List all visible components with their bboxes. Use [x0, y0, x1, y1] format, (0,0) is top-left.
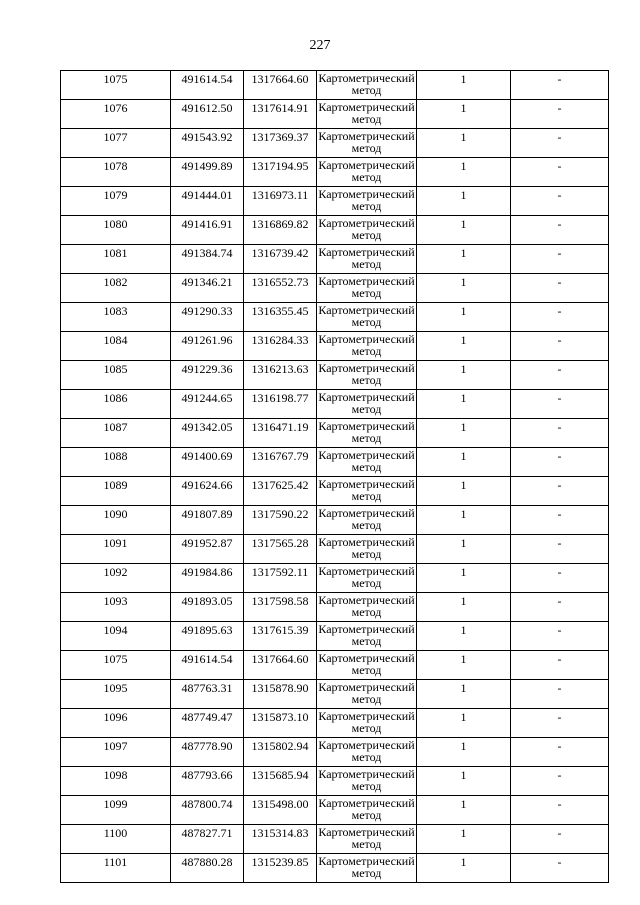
- method-text: Картометрический метод: [318, 71, 415, 97]
- accuracy-cell: 1: [417, 332, 511, 361]
- point-number-cell: 1093: [61, 593, 171, 622]
- note-cell: -: [511, 390, 609, 419]
- method-cell: [317, 390, 417, 419]
- point-number-cell: 1092: [61, 564, 171, 593]
- method-cell: [317, 564, 417, 593]
- x-coordinate-cell: 491384.74: [171, 245, 244, 274]
- table-row: [61, 100, 609, 129]
- table-row: [61, 854, 609, 883]
- y-coordinate-cell: 1317664.60: [244, 651, 317, 680]
- table-row: [61, 796, 609, 825]
- accuracy-cell: 1: [417, 767, 511, 796]
- accuracy-cell: 1: [417, 100, 511, 129]
- y-coordinate-cell: 1315878.90: [244, 680, 317, 709]
- table-row: [61, 506, 609, 535]
- method-text: Картометрический метод: [318, 158, 415, 184]
- note-cell: -: [511, 622, 609, 651]
- method-text: Картометрический метод: [318, 738, 415, 764]
- x-coordinate-cell: 491895.63: [171, 622, 244, 651]
- y-coordinate-cell: 1315239.85: [244, 854, 317, 883]
- x-coordinate-cell: 491400.69: [171, 448, 244, 477]
- method-text: Картометрический метод: [318, 622, 415, 648]
- method-cell: [317, 622, 417, 651]
- method-text: Картометрический метод: [318, 709, 415, 735]
- method-cell: [317, 796, 417, 825]
- method-cell: [317, 100, 417, 129]
- point-number-cell: 1101: [61, 854, 171, 883]
- accuracy-cell: 1: [417, 274, 511, 303]
- method-text: Картометрический метод: [318, 216, 415, 242]
- y-coordinate-cell: 1315498.00: [244, 796, 317, 825]
- note-cell: -: [511, 245, 609, 274]
- method-cell: [317, 651, 417, 680]
- accuracy-cell: 1: [417, 593, 511, 622]
- method-text: Картометрический метод: [318, 477, 415, 503]
- point-number-cell: 1083: [61, 303, 171, 332]
- method-cell: [317, 680, 417, 709]
- y-coordinate-cell: 1316767.79: [244, 448, 317, 477]
- point-number-cell: 1076: [61, 100, 171, 129]
- method-text: Картометрический метод: [318, 651, 415, 677]
- accuracy-cell: 1: [417, 854, 511, 883]
- x-coordinate-cell: 491614.54: [171, 651, 244, 680]
- accuracy-cell: 1: [417, 187, 511, 216]
- point-number-cell: 1079: [61, 187, 171, 216]
- accuracy-cell: 1: [417, 158, 511, 187]
- point-number-cell: 1075: [61, 651, 171, 680]
- table-row: [61, 245, 609, 274]
- note-cell: -: [511, 216, 609, 245]
- y-coordinate-cell: 1316552.73: [244, 274, 317, 303]
- note-cell: -: [511, 651, 609, 680]
- point-number-cell: 1098: [61, 767, 171, 796]
- method-text: Картометрический метод: [318, 332, 415, 358]
- accuracy-cell: 1: [417, 216, 511, 245]
- note-cell: -: [511, 274, 609, 303]
- note-cell: -: [511, 71, 609, 100]
- note-cell: -: [511, 825, 609, 854]
- x-coordinate-cell: 491612.50: [171, 100, 244, 129]
- y-coordinate-cell: 1316869.82: [244, 216, 317, 245]
- method-cell: [317, 303, 417, 332]
- point-number-cell: 1096: [61, 709, 171, 738]
- table-row: [61, 448, 609, 477]
- accuracy-cell: 1: [417, 303, 511, 332]
- table-row: [61, 651, 609, 680]
- table-body: [61, 71, 609, 883]
- method-cell: [317, 448, 417, 477]
- note-cell: -: [511, 854, 609, 883]
- y-coordinate-cell: 1317592.11: [244, 564, 317, 593]
- x-coordinate-cell: 491342.05: [171, 419, 244, 448]
- accuracy-cell: 1: [417, 709, 511, 738]
- accuracy-cell: 1: [417, 622, 511, 651]
- y-coordinate-cell: 1317369.37: [244, 129, 317, 158]
- note-cell: -: [511, 303, 609, 332]
- x-coordinate-cell: 487793.66: [171, 767, 244, 796]
- method-text: Картометрический метод: [318, 825, 415, 851]
- note-cell: -: [511, 158, 609, 187]
- note-cell: -: [511, 332, 609, 361]
- method-cell: [317, 71, 417, 100]
- note-cell: -: [511, 593, 609, 622]
- note-cell: -: [511, 129, 609, 158]
- method-cell: [317, 332, 417, 361]
- accuracy-cell: 1: [417, 738, 511, 767]
- point-number-cell: 1087: [61, 419, 171, 448]
- table-row: [61, 332, 609, 361]
- x-coordinate-cell: 491807.89: [171, 506, 244, 535]
- y-coordinate-cell: 1317614.91: [244, 100, 317, 129]
- point-number-cell: 1078: [61, 158, 171, 187]
- accuracy-cell: 1: [417, 825, 511, 854]
- method-cell: [317, 506, 417, 535]
- accuracy-cell: 1: [417, 71, 511, 100]
- table-row: [61, 274, 609, 303]
- method-text: Картометрический метод: [318, 854, 415, 880]
- accuracy-cell: 1: [417, 477, 511, 506]
- accuracy-cell: 1: [417, 129, 511, 158]
- accuracy-cell: 1: [417, 535, 511, 564]
- point-number-cell: 1088: [61, 448, 171, 477]
- y-coordinate-cell: 1317625.42: [244, 477, 317, 506]
- method-cell: [317, 129, 417, 158]
- table-row: [61, 361, 609, 390]
- y-coordinate-cell: 1316973.11: [244, 187, 317, 216]
- x-coordinate-cell: 487749.47: [171, 709, 244, 738]
- method-cell: [317, 216, 417, 245]
- point-number-cell: 1085: [61, 361, 171, 390]
- y-coordinate-cell: 1317615.39: [244, 622, 317, 651]
- method-text: Картометрический метод: [318, 535, 415, 561]
- x-coordinate-cell: 491624.66: [171, 477, 244, 506]
- method-text: Картометрический метод: [318, 390, 415, 416]
- table-row: [61, 825, 609, 854]
- x-coordinate-cell: 487763.31: [171, 680, 244, 709]
- method-cell: [317, 709, 417, 738]
- accuracy-cell: 1: [417, 680, 511, 709]
- y-coordinate-cell: 1315314.83: [244, 825, 317, 854]
- method-cell: [317, 187, 417, 216]
- method-text: Картометрический метод: [318, 506, 415, 532]
- note-cell: -: [511, 100, 609, 129]
- point-number-cell: 1080: [61, 216, 171, 245]
- method-text: Картометрический метод: [318, 796, 415, 822]
- method-text: Картометрический метод: [318, 274, 415, 300]
- method-text: Картометрический метод: [318, 593, 415, 619]
- x-coordinate-cell: 487880.28: [171, 854, 244, 883]
- x-coordinate-cell: 491893.05: [171, 593, 244, 622]
- point-number-cell: 1094: [61, 622, 171, 651]
- point-number-cell: 1082: [61, 274, 171, 303]
- y-coordinate-cell: 1316284.33: [244, 332, 317, 361]
- table-row: [61, 303, 609, 332]
- method-cell: [317, 767, 417, 796]
- table-row: [61, 216, 609, 245]
- x-coordinate-cell: 491543.92: [171, 129, 244, 158]
- table-row: [61, 419, 609, 448]
- point-number-cell: 1100: [61, 825, 171, 854]
- y-coordinate-cell: 1316739.42: [244, 245, 317, 274]
- table-row: [61, 158, 609, 187]
- point-number-cell: 1075: [61, 71, 171, 100]
- page-number: 227: [309, 38, 331, 53]
- table-row: [61, 767, 609, 796]
- method-cell: [317, 245, 417, 274]
- table-row: [61, 593, 609, 622]
- note-cell: -: [511, 709, 609, 738]
- method-cell: [317, 593, 417, 622]
- point-number-cell: 1097: [61, 738, 171, 767]
- accuracy-cell: 1: [417, 796, 511, 825]
- method-cell: [317, 477, 417, 506]
- accuracy-cell: 1: [417, 448, 511, 477]
- note-cell: -: [511, 448, 609, 477]
- table-row: [61, 535, 609, 564]
- note-cell: -: [511, 361, 609, 390]
- method-text: Картометрический метод: [318, 245, 415, 271]
- point-number-cell: 1089: [61, 477, 171, 506]
- x-coordinate-cell: 487827.71: [171, 825, 244, 854]
- table-row: [61, 390, 609, 419]
- table-row: [61, 477, 609, 506]
- x-coordinate-cell: 491346.21: [171, 274, 244, 303]
- y-coordinate-cell: 1315685.94: [244, 767, 317, 796]
- y-coordinate-cell: 1316355.45: [244, 303, 317, 332]
- table-row: [61, 622, 609, 651]
- y-coordinate-cell: 1317664.60: [244, 71, 317, 100]
- note-cell: -: [511, 419, 609, 448]
- point-number-cell: 1084: [61, 332, 171, 361]
- method-cell: [317, 361, 417, 390]
- method-text: Картометрический метод: [318, 361, 415, 387]
- x-coordinate-cell: 487800.74: [171, 796, 244, 825]
- y-coordinate-cell: 1316213.63: [244, 361, 317, 390]
- accuracy-cell: 1: [417, 245, 511, 274]
- accuracy-cell: 1: [417, 564, 511, 593]
- point-number-cell: 1090: [61, 506, 171, 535]
- note-cell: -: [511, 477, 609, 506]
- x-coordinate-cell: 491244.65: [171, 390, 244, 419]
- method-text: Картометрический метод: [318, 100, 415, 126]
- note-cell: -: [511, 767, 609, 796]
- point-number-cell: 1081: [61, 245, 171, 274]
- x-coordinate-cell: 491499.89: [171, 158, 244, 187]
- method-text: Картометрический метод: [318, 129, 415, 155]
- y-coordinate-cell: 1317598.58: [244, 593, 317, 622]
- y-coordinate-cell: 1317194.95: [244, 158, 317, 187]
- method-text: Картометрический метод: [318, 419, 415, 445]
- method-cell: [317, 158, 417, 187]
- method-text: Картометрический метод: [318, 680, 415, 706]
- note-cell: -: [511, 506, 609, 535]
- y-coordinate-cell: 1317565.28: [244, 535, 317, 564]
- point-number-cell: 1086: [61, 390, 171, 419]
- coordinates-table: [60, 70, 609, 883]
- table-row: [61, 738, 609, 767]
- y-coordinate-cell: 1315873.10: [244, 709, 317, 738]
- accuracy-cell: 1: [417, 419, 511, 448]
- accuracy-cell: 1: [417, 390, 511, 419]
- method-cell: [317, 738, 417, 767]
- point-number-cell: 1099: [61, 796, 171, 825]
- method-text: Картометрический метод: [318, 767, 415, 793]
- x-coordinate-cell: 491614.54: [171, 71, 244, 100]
- y-coordinate-cell: 1316471.19: [244, 419, 317, 448]
- x-coordinate-cell: 491984.86: [171, 564, 244, 593]
- table-row: [61, 129, 609, 158]
- table-row: [61, 564, 609, 593]
- x-coordinate-cell: 491416.91: [171, 216, 244, 245]
- method-text: Картометрический метод: [318, 187, 415, 213]
- x-coordinate-cell: 491444.01: [171, 187, 244, 216]
- y-coordinate-cell: 1316198.77: [244, 390, 317, 419]
- y-coordinate-cell: 1317590.22: [244, 506, 317, 535]
- x-coordinate-cell: 491229.36: [171, 361, 244, 390]
- accuracy-cell: 1: [417, 506, 511, 535]
- x-coordinate-cell: 491261.96: [171, 332, 244, 361]
- note-cell: -: [511, 535, 609, 564]
- method-cell: [317, 854, 417, 883]
- y-coordinate-cell: 1315802.94: [244, 738, 317, 767]
- x-coordinate-cell: 487778.90: [171, 738, 244, 767]
- note-cell: -: [511, 564, 609, 593]
- method-cell: [317, 274, 417, 303]
- method-cell: [317, 535, 417, 564]
- method-text: Картометрический метод: [318, 303, 415, 329]
- method-text: Картометрический метод: [318, 448, 415, 474]
- point-number-cell: 1095: [61, 680, 171, 709]
- note-cell: -: [511, 680, 609, 709]
- method-cell: [317, 419, 417, 448]
- table-row: [61, 709, 609, 738]
- point-number-cell: 1091: [61, 535, 171, 564]
- table-row: [61, 71, 609, 100]
- note-cell: -: [511, 187, 609, 216]
- accuracy-cell: 1: [417, 651, 511, 680]
- x-coordinate-cell: 491290.33: [171, 303, 244, 332]
- table-row: [61, 680, 609, 709]
- method-text: Картометрический метод: [318, 564, 415, 590]
- method-cell: [317, 825, 417, 854]
- note-cell: -: [511, 738, 609, 767]
- table-row: [61, 187, 609, 216]
- accuracy-cell: 1: [417, 361, 511, 390]
- point-number-cell: 1077: [61, 129, 171, 158]
- note-cell: -: [511, 796, 609, 825]
- x-coordinate-cell: 491952.87: [171, 535, 244, 564]
